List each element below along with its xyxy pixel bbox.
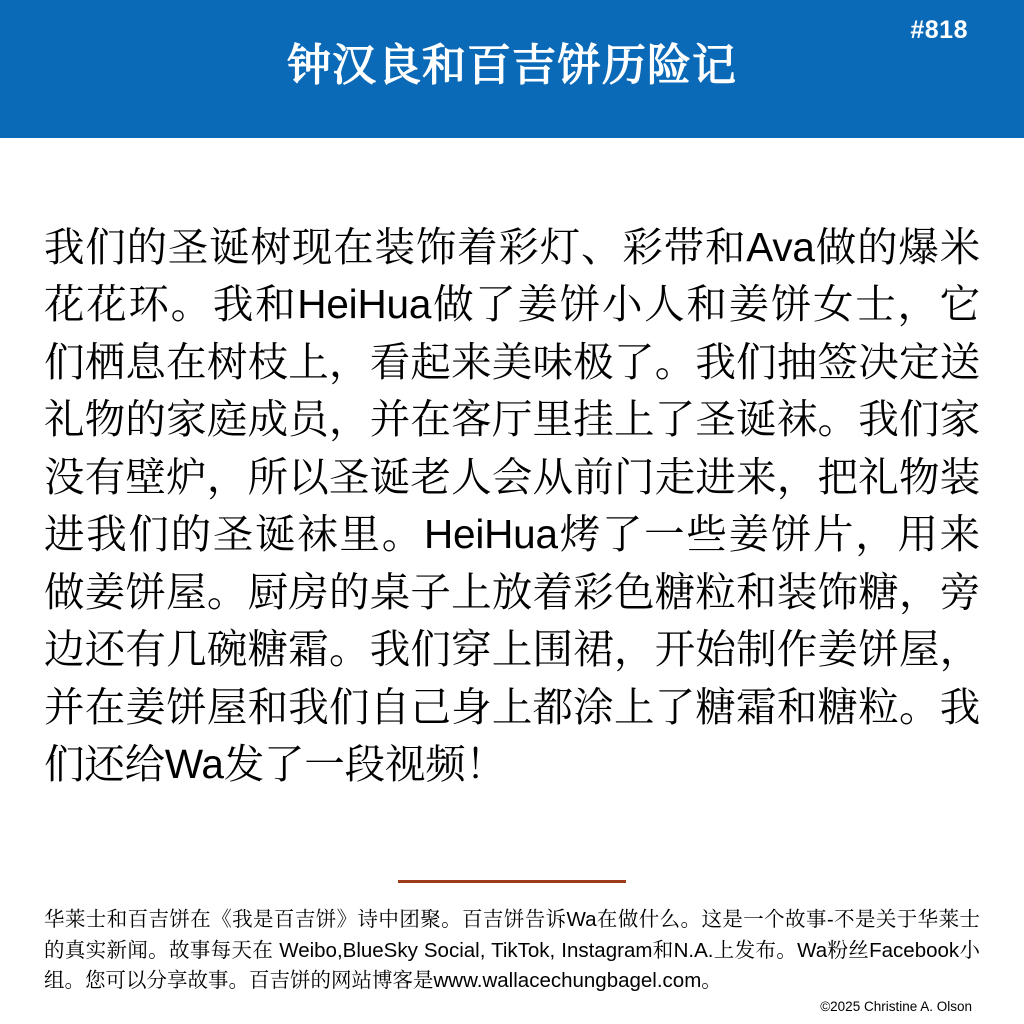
page-footer — [0, 880, 1024, 1024]
story-paragraph: 我们的圣诞树现在装饰着彩灯、彩带和Ava做的爆米花花环。我和HeiHua做了姜饼小人和姜饼女士，它们栖息在树枝上，看起来美味极了。我们抽签决定送礼物的家庭成员，并在客厅里挂上了圣诞袜。我们家没有壁炉，所以圣诞老人会从前门走进来，把礼物装进我们的圣诞袜里。HeiHua烤了一些姜饼片，用来做姜饼屋。厨房的桌子上放着彩色糖粒和装饰糖，旁边还有几碗糖霜。我们穿上围裙，开始制作姜饼屋，并在姜饼屋和我们自己身上都涂上了糖霜和糖粒。我们还给Wa发了一段视频！ — [44, 223, 980, 787]
page-title: 钟汉良和百吉饼历险记 — [287, 41, 737, 91]
page-header — [0, 0, 1024, 138]
copyright-notice: ©2025 Christine A. Olson — [820, 999, 972, 1014]
issue-number-badge: #818 — [910, 16, 968, 44]
footer-divider — [398, 880, 626, 883]
footer-note: 华莱士和百吉饼在《我是百吉饼》诗中团聚。百吉饼告诉Wa在做什么。这是一个故事-不是关于华莱士的真实新闻。故事每天在 Weibo,BlueSky Social, TikTok, Instagram和N.A.上发布。Wa粉丝Facebook小组。您可以分享故事。百吉饼的网站博客是www.wallacechungbagel.com。 — [44, 907, 980, 993]
